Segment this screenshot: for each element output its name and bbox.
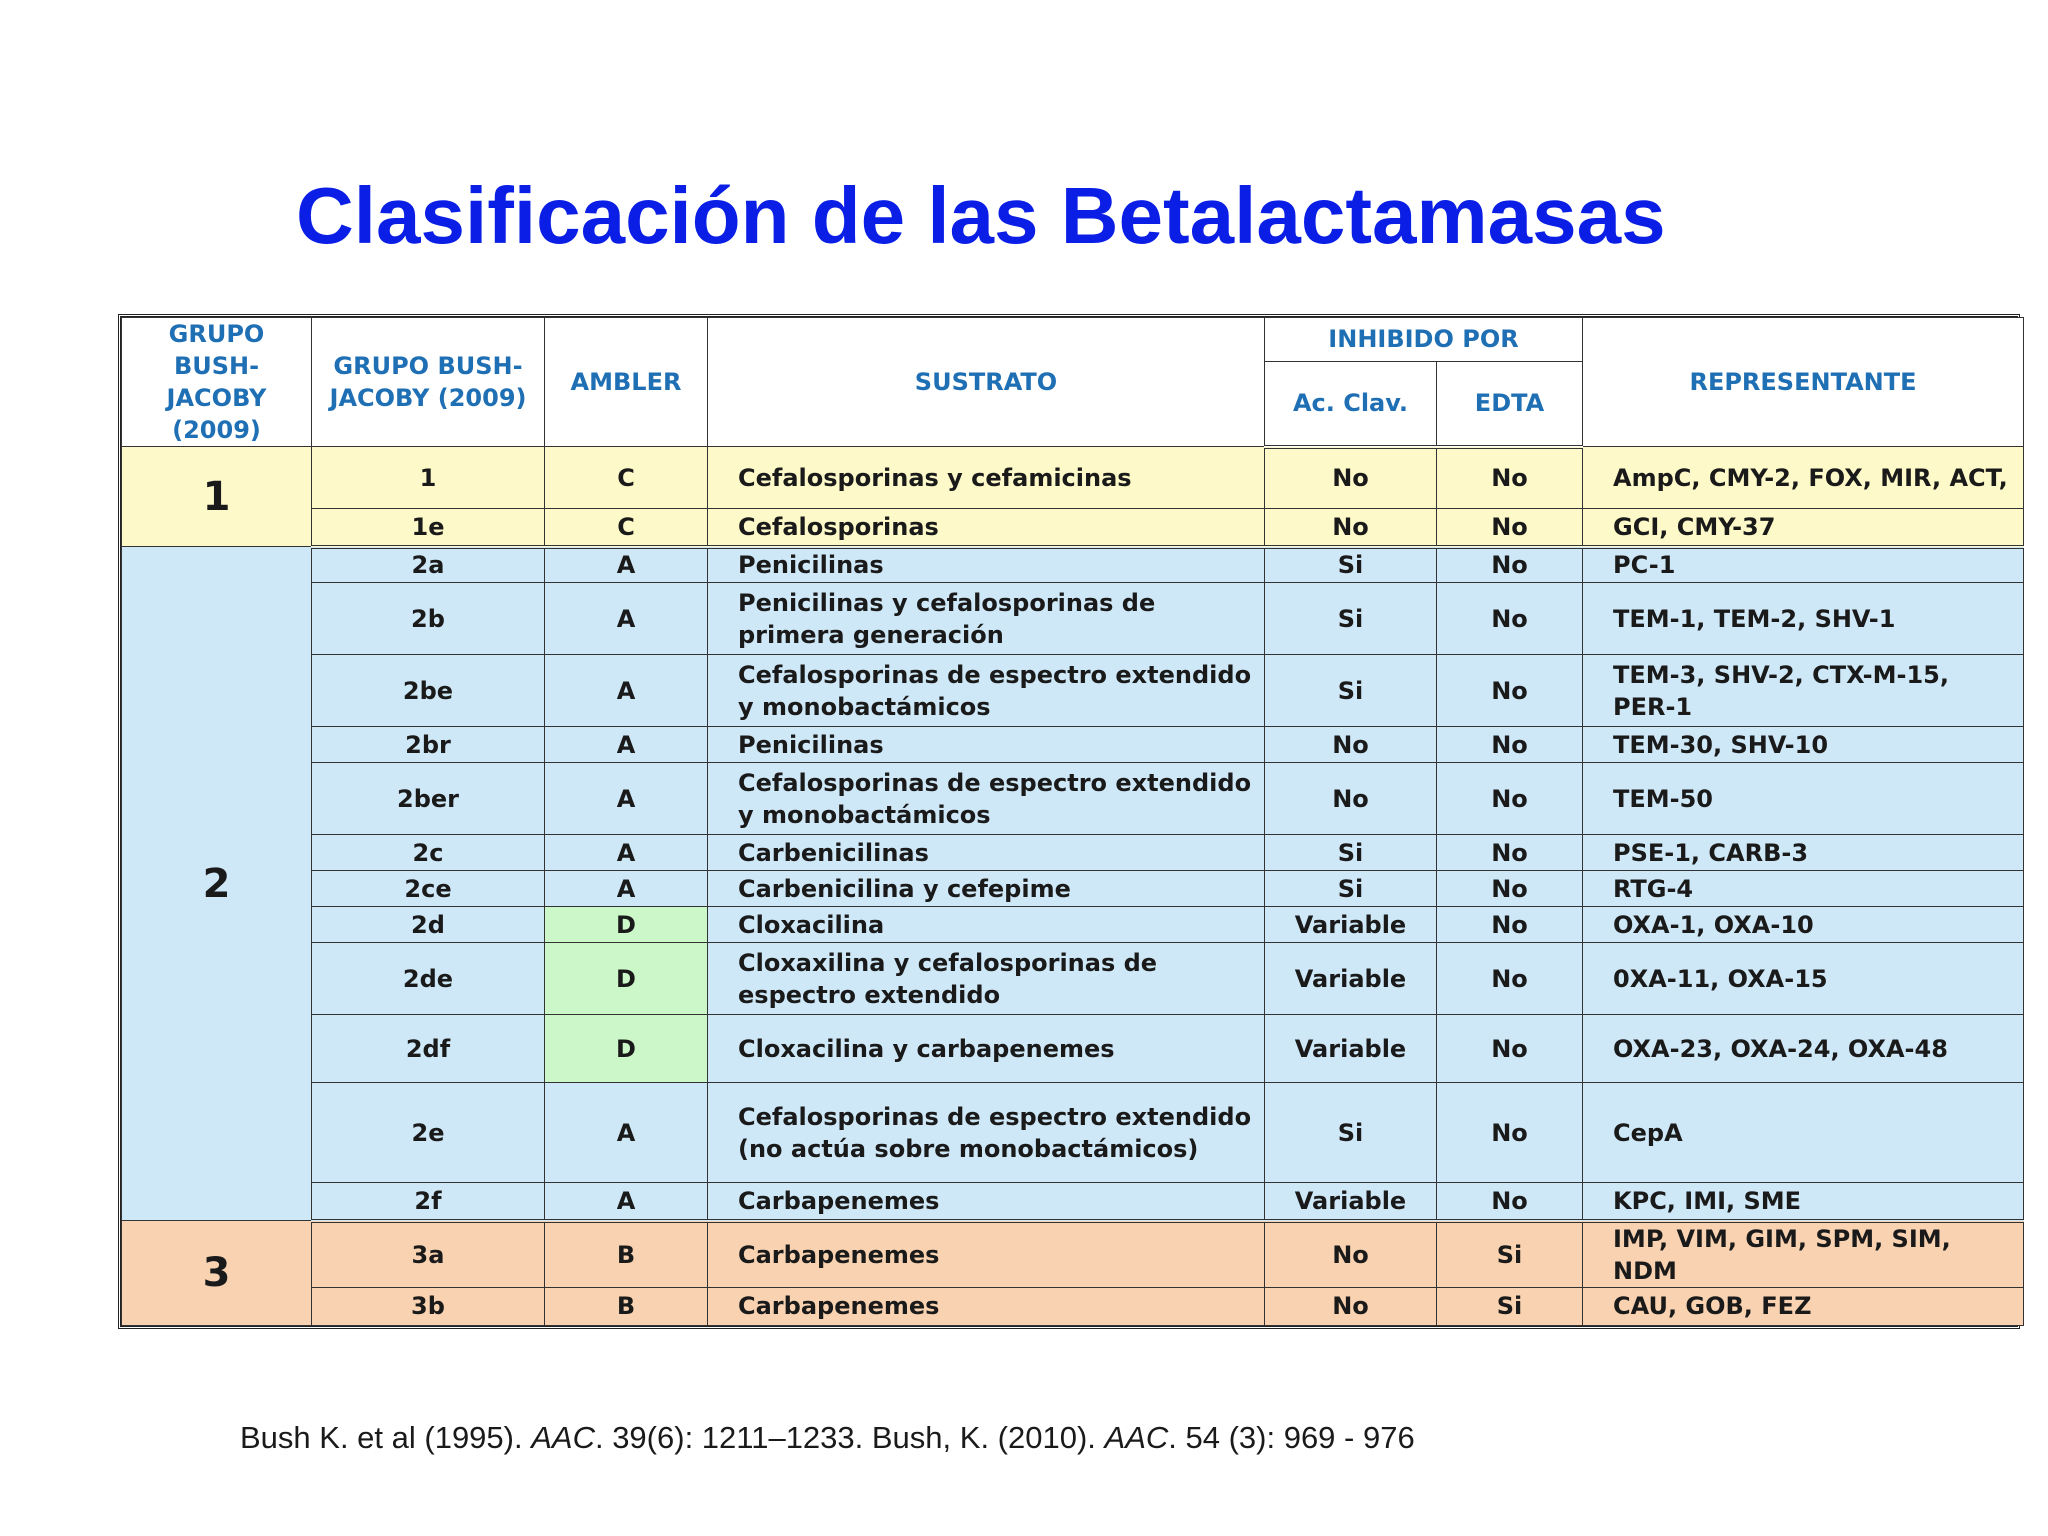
ambler-cell: B — [545, 1221, 708, 1288]
table-row — [122, 763, 2024, 835]
edta-cell: No — [1437, 835, 1583, 871]
ambler-cell: A — [545, 835, 708, 871]
acclav-cell: Variable — [1265, 1015, 1437, 1083]
acclav-cell: Si — [1265, 655, 1437, 727]
ambler-cell: A — [545, 655, 708, 727]
substrate-cell: Cefalosporinas — [708, 509, 1265, 547]
substrate-cell: Cefalosporinas de espectro extendido y monobactámicos — [708, 655, 1265, 727]
substrate-cell: Penicilinas — [708, 727, 1265, 763]
representative-cell: KPC, IMI, SME — [1583, 1183, 2024, 1221]
substrate-cell: Cefalosporinas de espectro extendido (no actúa sobre monobactámicos) — [708, 1083, 1265, 1183]
table-row — [122, 1287, 2024, 1325]
ambler-cell: A — [545, 1083, 708, 1183]
citation — [240, 1420, 1415, 1456]
table-row — [122, 547, 2024, 583]
representative-cell: CAU, GOB, FEZ — [1583, 1287, 2024, 1325]
table-row — [122, 655, 2024, 727]
table-row — [122, 1015, 2024, 1083]
group-cell-3: 3 — [122, 1221, 312, 1326]
header-representante: REPRESENTANTE — [1583, 318, 2024, 447]
edta-cell: No — [1437, 1083, 1583, 1183]
acclav-cell: Si — [1265, 871, 1437, 907]
subgroup-cell: 2br — [312, 727, 545, 763]
edta-cell: No — [1437, 547, 1583, 583]
representative-cell: PC-1 — [1583, 547, 2024, 583]
ambler-cell: C — [545, 447, 708, 509]
acclav-cell: Si — [1265, 583, 1437, 655]
betalactamase-table — [118, 314, 2020, 1329]
ambler-cell: C — [545, 509, 708, 547]
citation-journal-2: AAC — [1104, 1420, 1169, 1455]
header-ac-clav: Ac. Clav. — [1265, 361, 1437, 446]
table-row — [122, 835, 2024, 871]
substrate-cell: Penicilinas y cefalosporinas de primera generación — [708, 583, 1265, 655]
edta-cell: Si — [1437, 1221, 1583, 1288]
group-cell-1: 1 — [122, 447, 312, 547]
group-cell-2: 2 — [122, 547, 312, 1221]
citation-part-3: . 54 (3): 969 - 976 — [1168, 1420, 1415, 1455]
representative-cell: TEM-30, SHV-10 — [1583, 727, 2024, 763]
representative-cell: PSE-1, CARB-3 — [1583, 835, 2024, 871]
representative-cell: CepA — [1583, 1083, 2024, 1183]
acclav-cell: No — [1265, 447, 1437, 509]
edta-cell: No — [1437, 1015, 1583, 1083]
representative-cell: IMP, VIM, GIM, SPM, SIM, NDM — [1583, 1221, 2024, 1288]
subgroup-cell: 2ber — [312, 763, 545, 835]
acclav-cell: Variable — [1265, 907, 1437, 943]
table-row — [122, 509, 2024, 547]
acclav-cell: No — [1265, 727, 1437, 763]
edta-cell: No — [1437, 509, 1583, 547]
slide-title: Clasificación de las Betalactamasas — [296, 171, 1666, 260]
subgroup-cell: 2a — [312, 547, 545, 583]
substrate-cell: Cefalosporinas de espectro extendido y monobactámicos — [708, 763, 1265, 835]
ambler-cell: A — [545, 763, 708, 835]
citation-journal-1: AAC — [531, 1420, 595, 1455]
edta-cell: No — [1437, 763, 1583, 835]
table-row — [122, 907, 2024, 943]
substrate-cell: Cloxaxilina y cefalosporinas de espectro extendido — [708, 943, 1265, 1015]
edta-cell: Si — [1437, 1287, 1583, 1325]
subgroup-cell: 2be — [312, 655, 545, 727]
substrate-cell: Carbenicilinas — [708, 835, 1265, 871]
acclav-cell: No — [1265, 509, 1437, 547]
table-row — [122, 943, 2024, 1015]
edta-cell: No — [1437, 907, 1583, 943]
table-row — [122, 1183, 2024, 1221]
substrate-cell: Carbapenemes — [708, 1183, 1265, 1221]
table-row — [122, 871, 2024, 907]
header-ambler: AMBLER — [545, 318, 708, 447]
substrate-cell: Cefalosporinas y cefamicinas — [708, 447, 1265, 509]
subgroup-cell: 2de — [312, 943, 545, 1015]
header-grupo-bush-jacoby: GRUPO BUSH-JACOBY (2009) — [122, 318, 312, 447]
substrate-cell: Penicilinas — [708, 547, 1265, 583]
acclav-cell: Si — [1265, 547, 1437, 583]
edta-cell: No — [1437, 447, 1583, 509]
ambler-cell: D — [545, 1015, 708, 1083]
table-row — [122, 447, 2024, 509]
subgroup-cell: 2ce — [312, 871, 545, 907]
table-row — [122, 727, 2024, 763]
representative-cell: AmpC, CMY-2, FOX, MIR, ACT, — [1583, 447, 2024, 509]
representative-cell: 0XA-11, OXA-15 — [1583, 943, 2024, 1015]
edta-cell: No — [1437, 583, 1583, 655]
representative-cell: TEM-3, SHV-2, CTX-M-15, PER-1 — [1583, 655, 2024, 727]
representative-cell: RTG-4 — [1583, 871, 2024, 907]
subgroup-cell: 1 — [312, 447, 545, 509]
acclav-cell: Variable — [1265, 1183, 1437, 1221]
acclav-cell: Si — [1265, 1083, 1437, 1183]
representative-cell: OXA-1, OXA-10 — [1583, 907, 2024, 943]
table-row — [122, 1221, 2024, 1288]
acclav-cell: No — [1265, 763, 1437, 835]
subgroup-cell: 2df — [312, 1015, 545, 1083]
ambler-cell: D — [545, 907, 708, 943]
representative-cell: TEM-50 — [1583, 763, 2024, 835]
representative-cell: TEM-1, TEM-2, SHV-1 — [1583, 583, 2024, 655]
ambler-cell: B — [545, 1287, 708, 1325]
edta-cell: No — [1437, 871, 1583, 907]
header-sustrato: SUSTRATO — [708, 318, 1265, 447]
substrate-cell: Carbapenemes — [708, 1287, 1265, 1325]
subgroup-cell: 1e — [312, 509, 545, 547]
acclav-cell: No — [1265, 1287, 1437, 1325]
subgroup-cell: 2e — [312, 1083, 545, 1183]
representative-cell: OXA-23, OXA-24, OXA-48 — [1583, 1015, 2024, 1083]
subgroup-cell: 3b — [312, 1287, 545, 1325]
ambler-cell: A — [545, 871, 708, 907]
acclav-cell: No — [1265, 1221, 1437, 1288]
substrate-cell: Carbenicilina y cefepime — [708, 871, 1265, 907]
ambler-cell: A — [545, 547, 708, 583]
subgroup-cell: 2c — [312, 835, 545, 871]
substrate-cell: Cloxacilina — [708, 907, 1265, 943]
subgroup-cell: 3a — [312, 1221, 545, 1288]
substrate-cell: Carbapenemes — [708, 1221, 1265, 1288]
ambler-cell: A — [545, 1183, 708, 1221]
subgroup-cell: 2d — [312, 907, 545, 943]
edta-cell: No — [1437, 655, 1583, 727]
header-subgrupo-bush-jacoby: GRUPO BUSH-JACOBY (2009) — [312, 318, 545, 447]
representative-cell: GCI, CMY-37 — [1583, 509, 2024, 547]
ambler-cell: A — [545, 583, 708, 655]
edta-cell: No — [1437, 727, 1583, 763]
ambler-cell: D — [545, 943, 708, 1015]
acclav-cell: Variable — [1265, 943, 1437, 1015]
subgroup-cell: 2b — [312, 583, 545, 655]
citation-part-1: Bush K. et al (1995). — [240, 1420, 532, 1455]
table-row — [122, 1083, 2024, 1183]
header-inhibido-por: INHIBIDO POR — [1265, 318, 1583, 362]
acclav-cell: Si — [1265, 835, 1437, 871]
subgroup-cell: 2f — [312, 1183, 545, 1221]
edta-cell: No — [1437, 1183, 1583, 1221]
edta-cell: No — [1437, 943, 1583, 1015]
substrate-cell: Cloxacilina y carbapenemes — [708, 1015, 1265, 1083]
table-row — [122, 583, 2024, 655]
ambler-cell: A — [545, 727, 708, 763]
citation-part-2: . 39(6): 1211–1233. Bush, K. (2010). — [594, 1420, 1105, 1455]
header-edta: EDTA — [1437, 361, 1583, 446]
